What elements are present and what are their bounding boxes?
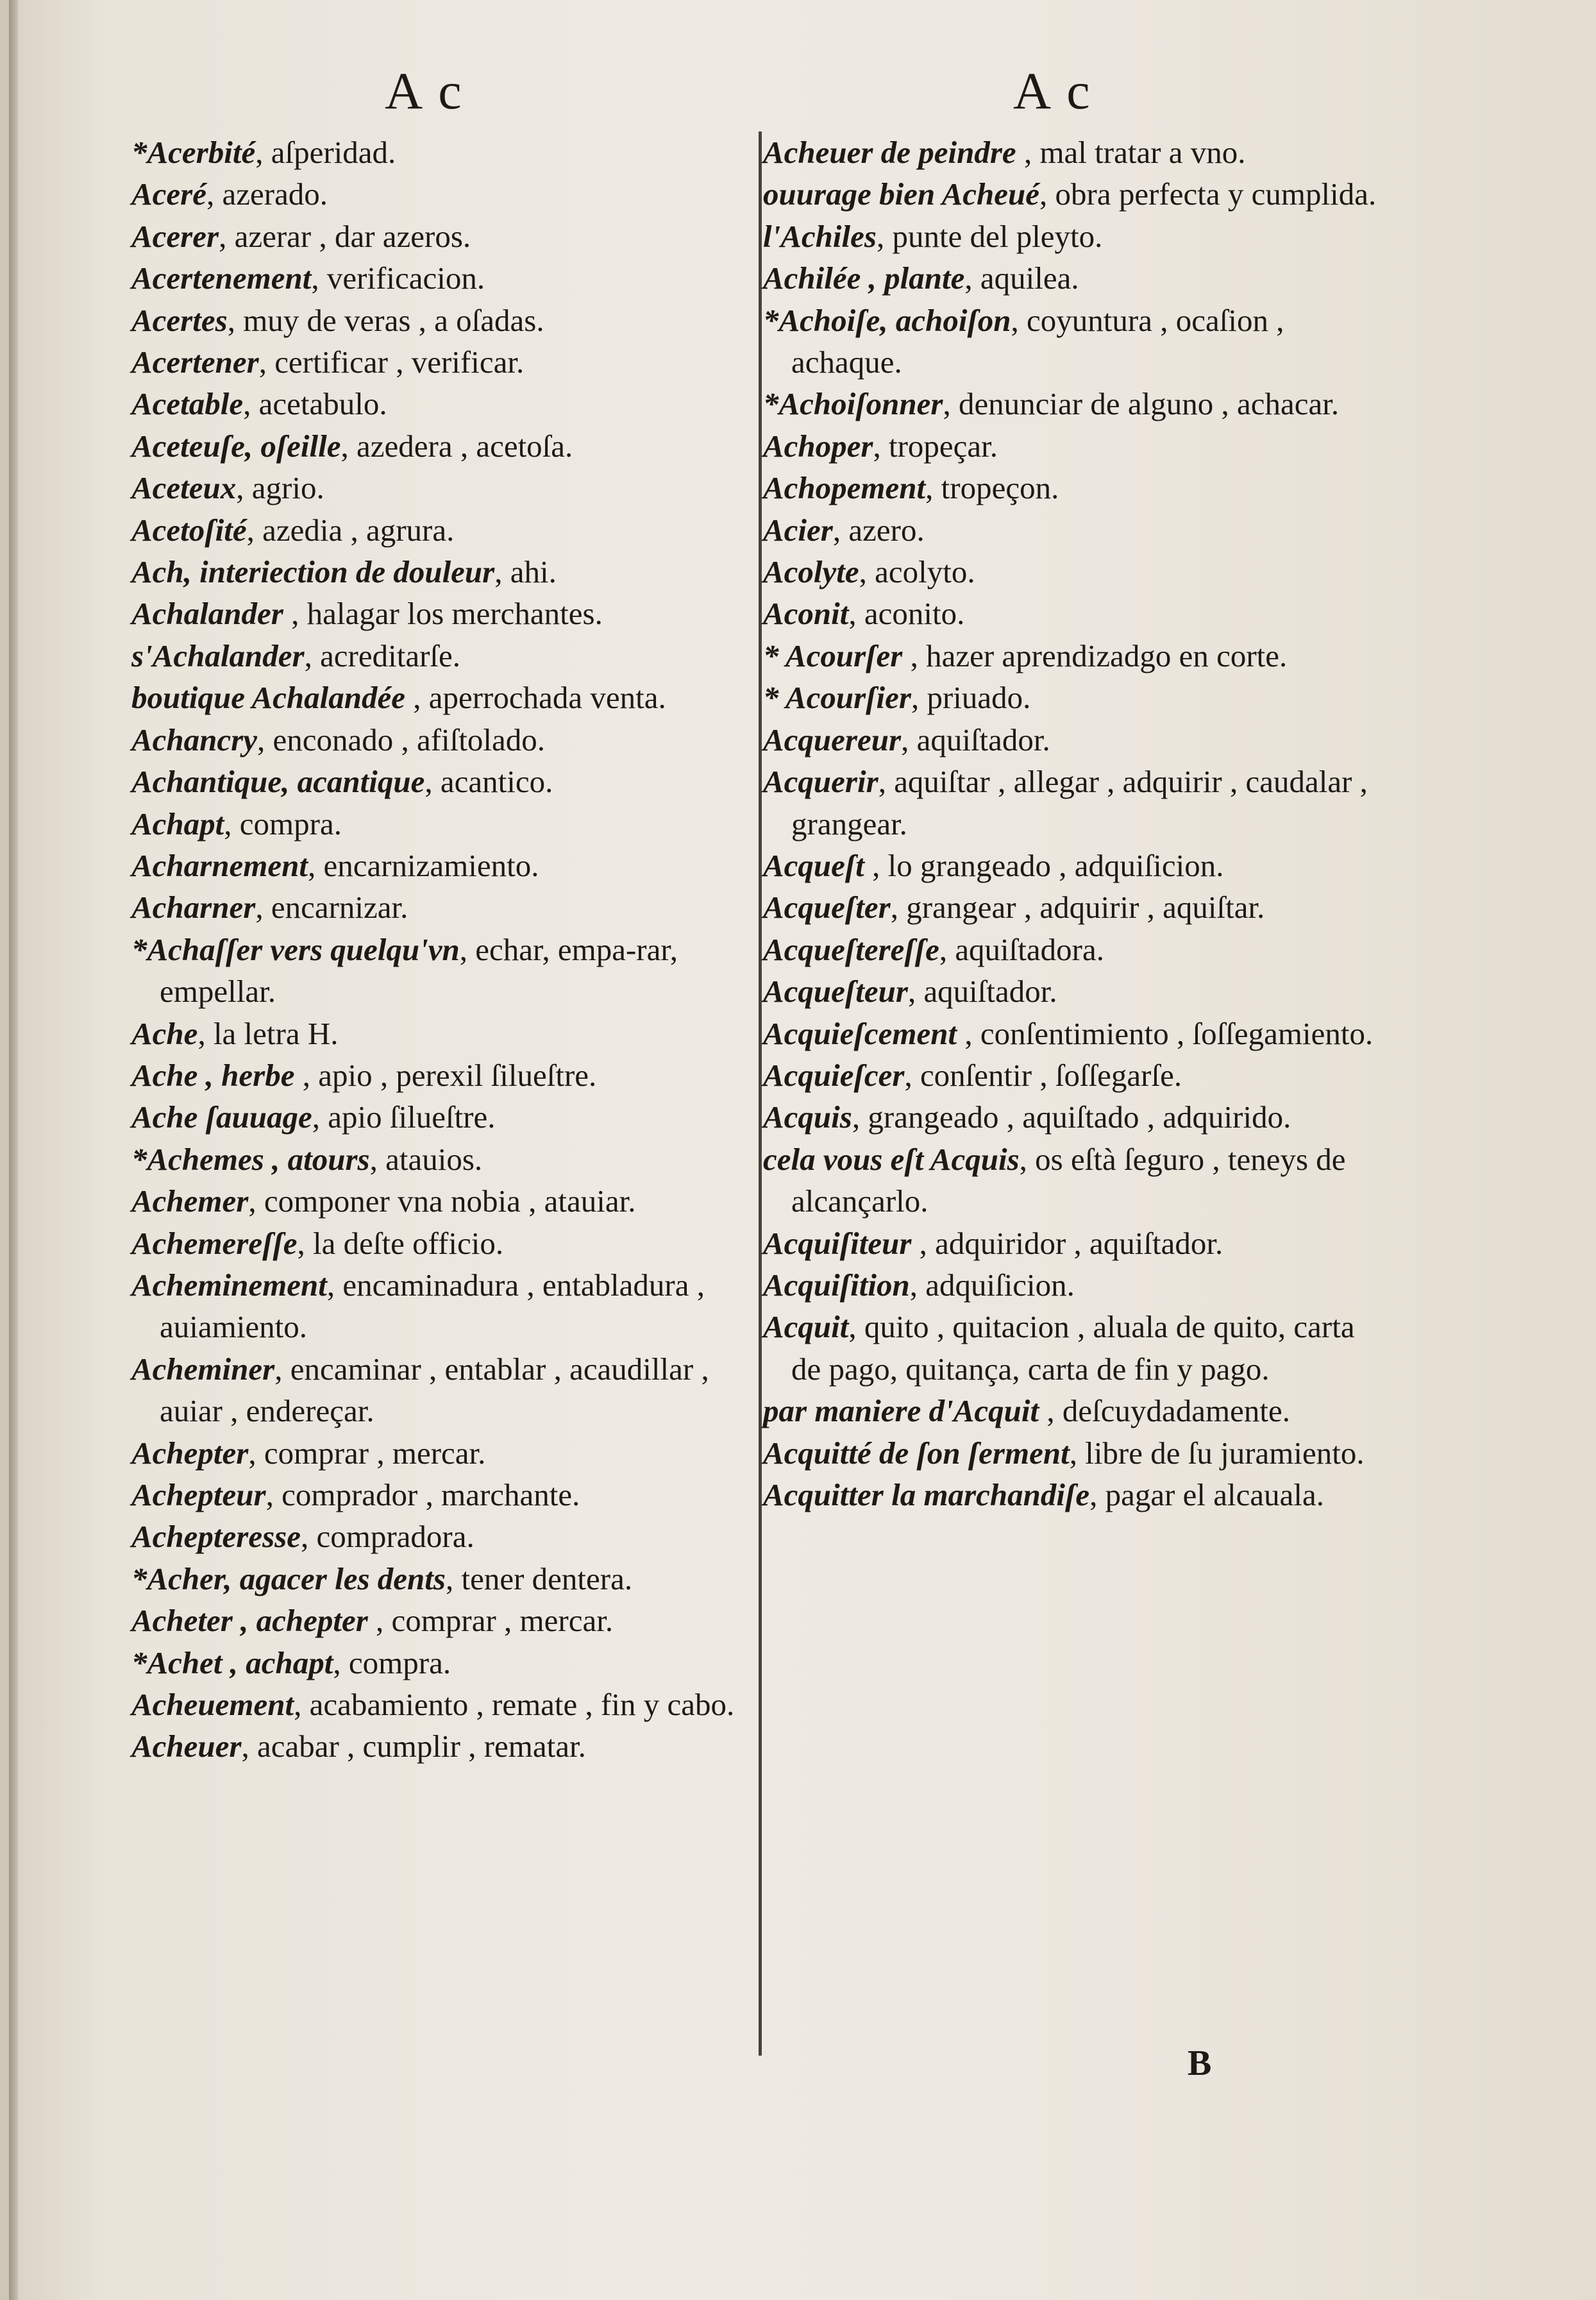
entry-translation: , compra.	[333, 1645, 451, 1680]
entry-translation: , punte del pleyto.	[876, 218, 1103, 254]
dictionary-entry	[763, 383, 1379, 425]
entry-headword: Acquiſition	[763, 1267, 910, 1303]
entry-headword: Acharnement	[131, 847, 308, 883]
dictionary-entry	[763, 593, 1379, 634]
dictionary-entry	[131, 1558, 741, 1600]
entry-headword: Ach, interiection de douleur	[131, 554, 495, 590]
dictionary-entry	[763, 1222, 1379, 1264]
dictionary-entry	[131, 677, 741, 718]
dictionary-entry	[131, 929, 741, 1013]
entry-headword: Acquit	[763, 1309, 849, 1345]
left-column	[131, 131, 741, 1768]
dictionary-entry	[763, 1054, 1379, 1096]
dictionary-entry	[763, 1306, 1379, 1390]
dictionary-entry	[763, 719, 1379, 761]
entry-translation: , verificacion.	[311, 260, 485, 296]
entry-translation: , comprador , marchante.	[265, 1477, 580, 1512]
entry-translation: , agrio.	[236, 470, 324, 506]
dictionary-entry	[763, 1474, 1379, 1516]
entry-headword: *Achemes , atours	[131, 1141, 370, 1177]
entry-translation: , acolyto.	[859, 554, 975, 590]
entry-translation: , atauios.	[369, 1141, 483, 1177]
entry-headword: Achepteur	[131, 1477, 266, 1512]
entry-translation: , azero.	[832, 512, 925, 548]
entry-headword: Acetable	[131, 386, 244, 422]
dictionary-entry	[763, 509, 1379, 551]
entry-headword: *Acher, agacer les dents	[131, 1560, 446, 1596]
entry-translation: , la letra H.	[197, 1015, 339, 1051]
entry-translation: , azerado.	[206, 176, 328, 212]
dictionary-entry	[763, 677, 1379, 718]
dictionary-entry	[131, 1642, 741, 1684]
entry-translation: , aquiſtadora.	[939, 931, 1104, 967]
entry-headword: Acharner	[131, 890, 256, 926]
dictionary-entry	[131, 1264, 741, 1348]
entry-translation: , mal tratar a vno.	[1016, 135, 1246, 170]
entry-headword: Aceteux	[131, 470, 237, 506]
dictionary-entry	[763, 886, 1379, 928]
dictionary-entry	[763, 761, 1379, 845]
entry-headword: Acier	[763, 512, 833, 548]
dictionary-entry	[763, 1264, 1379, 1306]
entry-headword: Acheminement	[131, 1267, 327, 1303]
entry-headword: Acheuer de peindre	[763, 135, 1016, 170]
dictionary-entry	[131, 761, 741, 802]
entry-headword: *Achaſſer vers quelqu'vn	[131, 931, 460, 967]
entry-translation: , pagar el alcauala.	[1089, 1477, 1324, 1512]
entry-headword: Achepteresse	[131, 1519, 301, 1555]
entry-headword: Achemereſſe	[131, 1225, 298, 1261]
entry-headword: * Acourſier	[763, 680, 911, 716]
dictionary-entry	[763, 845, 1379, 886]
entry-translation: , ahi.	[494, 554, 557, 590]
entry-headword: Achalander	[131, 596, 283, 632]
entry-translation: , halagar los merchantes.	[283, 596, 603, 632]
dictionary-entry	[131, 216, 741, 257]
entry-headword: Acquieſcer	[763, 1057, 905, 1093]
entry-headword: Acqueſt	[763, 847, 864, 883]
dictionary-entry	[131, 719, 741, 761]
entry-headword: l'Achiles	[763, 218, 877, 254]
dictionary-entry	[763, 173, 1379, 215]
dictionary-entry	[763, 1390, 1379, 1432]
dictionary-entry	[763, 1013, 1379, 1054]
dictionary-entry	[131, 1725, 741, 1767]
dictionary-entry	[763, 970, 1379, 1012]
left-column-header: A c	[385, 62, 464, 120]
entry-translation: , acabamiento , remate , fin y cabo.	[294, 1687, 735, 1723]
dictionary-entry	[131, 1054, 741, 1096]
dictionary-entry	[131, 509, 741, 551]
signature-mark: B	[1188, 2043, 1212, 2083]
entry-headword: Achopement	[763, 470, 926, 506]
entry-translation: , azedera , acetoſa.	[340, 428, 573, 464]
entry-headword: Achapt	[131, 806, 224, 841]
dictionary-entry	[131, 1180, 741, 1222]
right-column	[763, 131, 1379, 1516]
dictionary-entry	[131, 1600, 741, 1641]
dictionary-entry	[131, 425, 741, 467]
entry-headword: Acquereur	[763, 722, 902, 757]
entry-translation: , hazer aprendizadgo en corte.	[902, 638, 1288, 673]
dictionary-entry	[131, 551, 741, 593]
entry-translation: , grangeado , aquiſtado , adquirido.	[852, 1099, 1291, 1135]
entry-headword: Ache , herbe	[131, 1057, 295, 1093]
entry-headword: Achancry	[131, 722, 257, 757]
entry-headword: boutique Achalandée	[131, 680, 405, 716]
entry-translation: , acantico.	[424, 764, 553, 800]
entry-translation: , tener dentera.	[445, 1560, 633, 1596]
entry-headword: par maniere d'Acquit	[763, 1393, 1039, 1429]
entry-translation: , azerar , dar azeros.	[219, 218, 471, 254]
entry-headword: * Acourſer	[763, 638, 903, 673]
dictionary-entry	[131, 131, 741, 173]
entry-headword: Achoper	[763, 428, 873, 464]
entry-translation: , coyuntura , ocaſion , achaque.	[791, 302, 1284, 380]
entry-translation: , la deſte officio.	[297, 1225, 504, 1261]
entry-headword: Acquitté de ſon ſerment	[763, 1435, 1070, 1471]
entry-headword: Acquiſiteur	[763, 1225, 912, 1261]
dictionary-entry	[131, 1348, 741, 1432]
entry-translation: , conſentir , ſoſſegarſe.	[904, 1057, 1182, 1093]
dictionary-entry	[131, 1474, 741, 1516]
page-edge	[9, 0, 18, 2300]
entry-headword: Achantique, acantique	[131, 764, 425, 800]
dictionary-entry	[763, 467, 1379, 509]
entry-translation: , enconado , afiſtolado.	[257, 722, 546, 757]
entry-translation: , encarnizamiento.	[307, 847, 539, 883]
entry-translation: , adquiſicion.	[909, 1267, 1075, 1303]
dictionary-entry	[131, 1516, 741, 1557]
dictionary-entry	[131, 803, 741, 845]
entry-translation: , aſperidad.	[255, 135, 396, 170]
dictionary-entry	[763, 257, 1379, 299]
dictionary-entry	[763, 1096, 1379, 1138]
entry-translation: , acetabulo.	[243, 386, 387, 422]
column-divider	[759, 131, 762, 2056]
entry-headword: *Achoiſe, achoiſon	[763, 302, 1011, 338]
dictionary-entry	[131, 383, 741, 425]
entry-headword: Aceteuſe, oſeille	[131, 428, 341, 464]
entry-translation: , aperrochada venta.	[405, 680, 666, 716]
entry-headword: Acheuement	[131, 1687, 294, 1723]
entry-translation: , grangear , adquirir , aquiſtar.	[890, 890, 1265, 926]
entry-headword: Acheuer	[131, 1729, 242, 1764]
entry-headword: *Achoiſonner	[763, 386, 943, 422]
entry-headword: s'Achalander	[131, 638, 305, 673]
dictionary-entry	[763, 131, 1379, 173]
entry-headword: Ache ſauuage	[131, 1099, 312, 1135]
entry-headword: Acertenement	[131, 260, 312, 296]
entry-translation: , denunciar de alguno , achacar.	[943, 386, 1340, 422]
entry-translation: , apio , perexil ſilueſtre.	[294, 1057, 597, 1093]
entry-headword: Achemer	[131, 1183, 249, 1219]
entry-translation: , compra.	[224, 806, 342, 841]
dictionary-entry	[763, 1138, 1379, 1222]
entry-headword: Acquitter la marchandiſe	[763, 1477, 1090, 1512]
entry-translation: , encarnizar.	[255, 890, 408, 926]
entry-headword: Acolyte	[763, 554, 859, 590]
entry-translation: , priuado.	[911, 680, 1031, 716]
entry-translation: , comprar , mercar.	[248, 1435, 486, 1471]
entry-headword: Aconit	[763, 596, 849, 632]
entry-headword: Aceré	[131, 176, 206, 212]
entry-headword: *Acerbité	[131, 135, 256, 170]
entry-translation: , aconito.	[848, 596, 965, 632]
entry-headword: Achilée , plante	[763, 260, 965, 296]
entry-headword: Acqueſteur	[763, 974, 908, 1010]
entry-headword: Acetoſité	[131, 512, 247, 548]
entry-translation: , aquiſtador.	[907, 974, 1057, 1010]
dictionary-entry	[763, 551, 1379, 593]
entry-headword: Acerer	[131, 218, 219, 254]
entry-translation: , encaminar , entablar , acaudillar , auiar , endereçar.	[160, 1351, 709, 1429]
entry-headword: Acqueſtereſſe	[763, 931, 939, 967]
entry-headword: Acheter , achepter	[131, 1603, 368, 1639]
dictionary-entry	[763, 216, 1379, 257]
entry-headword: Acertener	[131, 344, 259, 380]
dictionary-entry	[763, 300, 1379, 384]
entry-translation: , lo grangeado , adquiſicion.	[864, 847, 1224, 883]
entry-headword: Acheminer	[131, 1351, 275, 1387]
entry-headword: cela vous eſt Acquis	[763, 1141, 1020, 1177]
dictionary-entry	[131, 593, 741, 634]
entry-translation: , adquiridor , aquiſtador.	[911, 1225, 1223, 1261]
entry-translation: , encaminadura , entabladura , auiamiento.	[160, 1267, 705, 1345]
entry-translation: , tropeçar.	[873, 428, 998, 464]
entry-headword: *Achet , achapt	[131, 1645, 333, 1680]
entry-translation: , comprar , mercar.	[367, 1603, 614, 1639]
entry-translation: , obra perfecta y cumplida.	[1039, 176, 1377, 212]
entry-headword: Acqueſter	[763, 890, 891, 926]
entry-translation: , echar, empa-rar, empellar.	[160, 931, 678, 1010]
dictionary-entry	[763, 1432, 1379, 1474]
entry-headword: Ache	[131, 1015, 198, 1051]
dictionary-entry	[131, 173, 741, 215]
entry-headword: Acquerir	[763, 764, 878, 800]
entry-translation: , certificar , verificar.	[258, 344, 525, 380]
dictionary-entry	[131, 467, 741, 509]
dictionary-entry	[131, 300, 741, 341]
entry-headword: Acquieſcement	[763, 1015, 957, 1051]
dictionary-entry	[131, 1096, 741, 1138]
entry-translation: , azedia , agrura.	[246, 512, 455, 548]
entry-translation: , compradora.	[301, 1519, 475, 1555]
entry-headword: Achepter	[131, 1435, 249, 1471]
entry-translation: , tropeçon.	[925, 470, 1059, 506]
dictionary-entry	[131, 257, 741, 299]
entry-translation: , libre de ſu juramiento.	[1069, 1435, 1365, 1471]
entry-translation: , aquilea.	[964, 260, 1079, 296]
entry-headword: Acquis	[763, 1099, 852, 1135]
dictionary-entry	[131, 1013, 741, 1054]
entry-headword: Acertes	[131, 302, 228, 338]
dictionary-entry	[131, 1684, 741, 1725]
entry-translation: , componer vna nobia , atauiar.	[248, 1183, 636, 1219]
entry-translation: , conſentimiento , ſoſſegamiento.	[957, 1015, 1373, 1051]
dictionary-entry	[131, 1432, 741, 1474]
dictionary-entry	[131, 886, 741, 928]
dictionary-entry	[131, 635, 741, 677]
right-column-header: A c	[1013, 62, 1093, 120]
dictionary-entry	[763, 929, 1379, 970]
dictionary-entry	[763, 425, 1379, 467]
entry-headword: ouurage bien Acheué	[763, 176, 1040, 212]
dictionary-entry	[763, 635, 1379, 677]
entry-translation: , aquiſtador.	[901, 722, 1050, 757]
dictionary-entry	[131, 1222, 741, 1264]
entry-translation: , deſcuydadamente.	[1039, 1393, 1290, 1429]
entry-translation: , aquiſtar , allegar , adquirir , caudalar , grangear.	[791, 764, 1368, 841]
entry-translation: , acabar , cumplir , rematar.	[241, 1729, 586, 1764]
entry-translation: , os eſtà ſeguro , teneys de alcançarlo.	[791, 1141, 1346, 1219]
entry-translation: , apio ſilueſtre.	[312, 1099, 496, 1135]
entry-translation: , muy de veras , a oſadas.	[227, 302, 544, 338]
dictionary-entry	[131, 341, 741, 383]
dictionary-entry	[131, 845, 741, 886]
entry-translation: , quito , quitacion , aluala de quito, carta de pago, quitança, carta de fin y pago.	[791, 1309, 1355, 1387]
entry-translation: , acreditarſe.	[304, 638, 461, 673]
dictionary-entry	[131, 1138, 741, 1180]
